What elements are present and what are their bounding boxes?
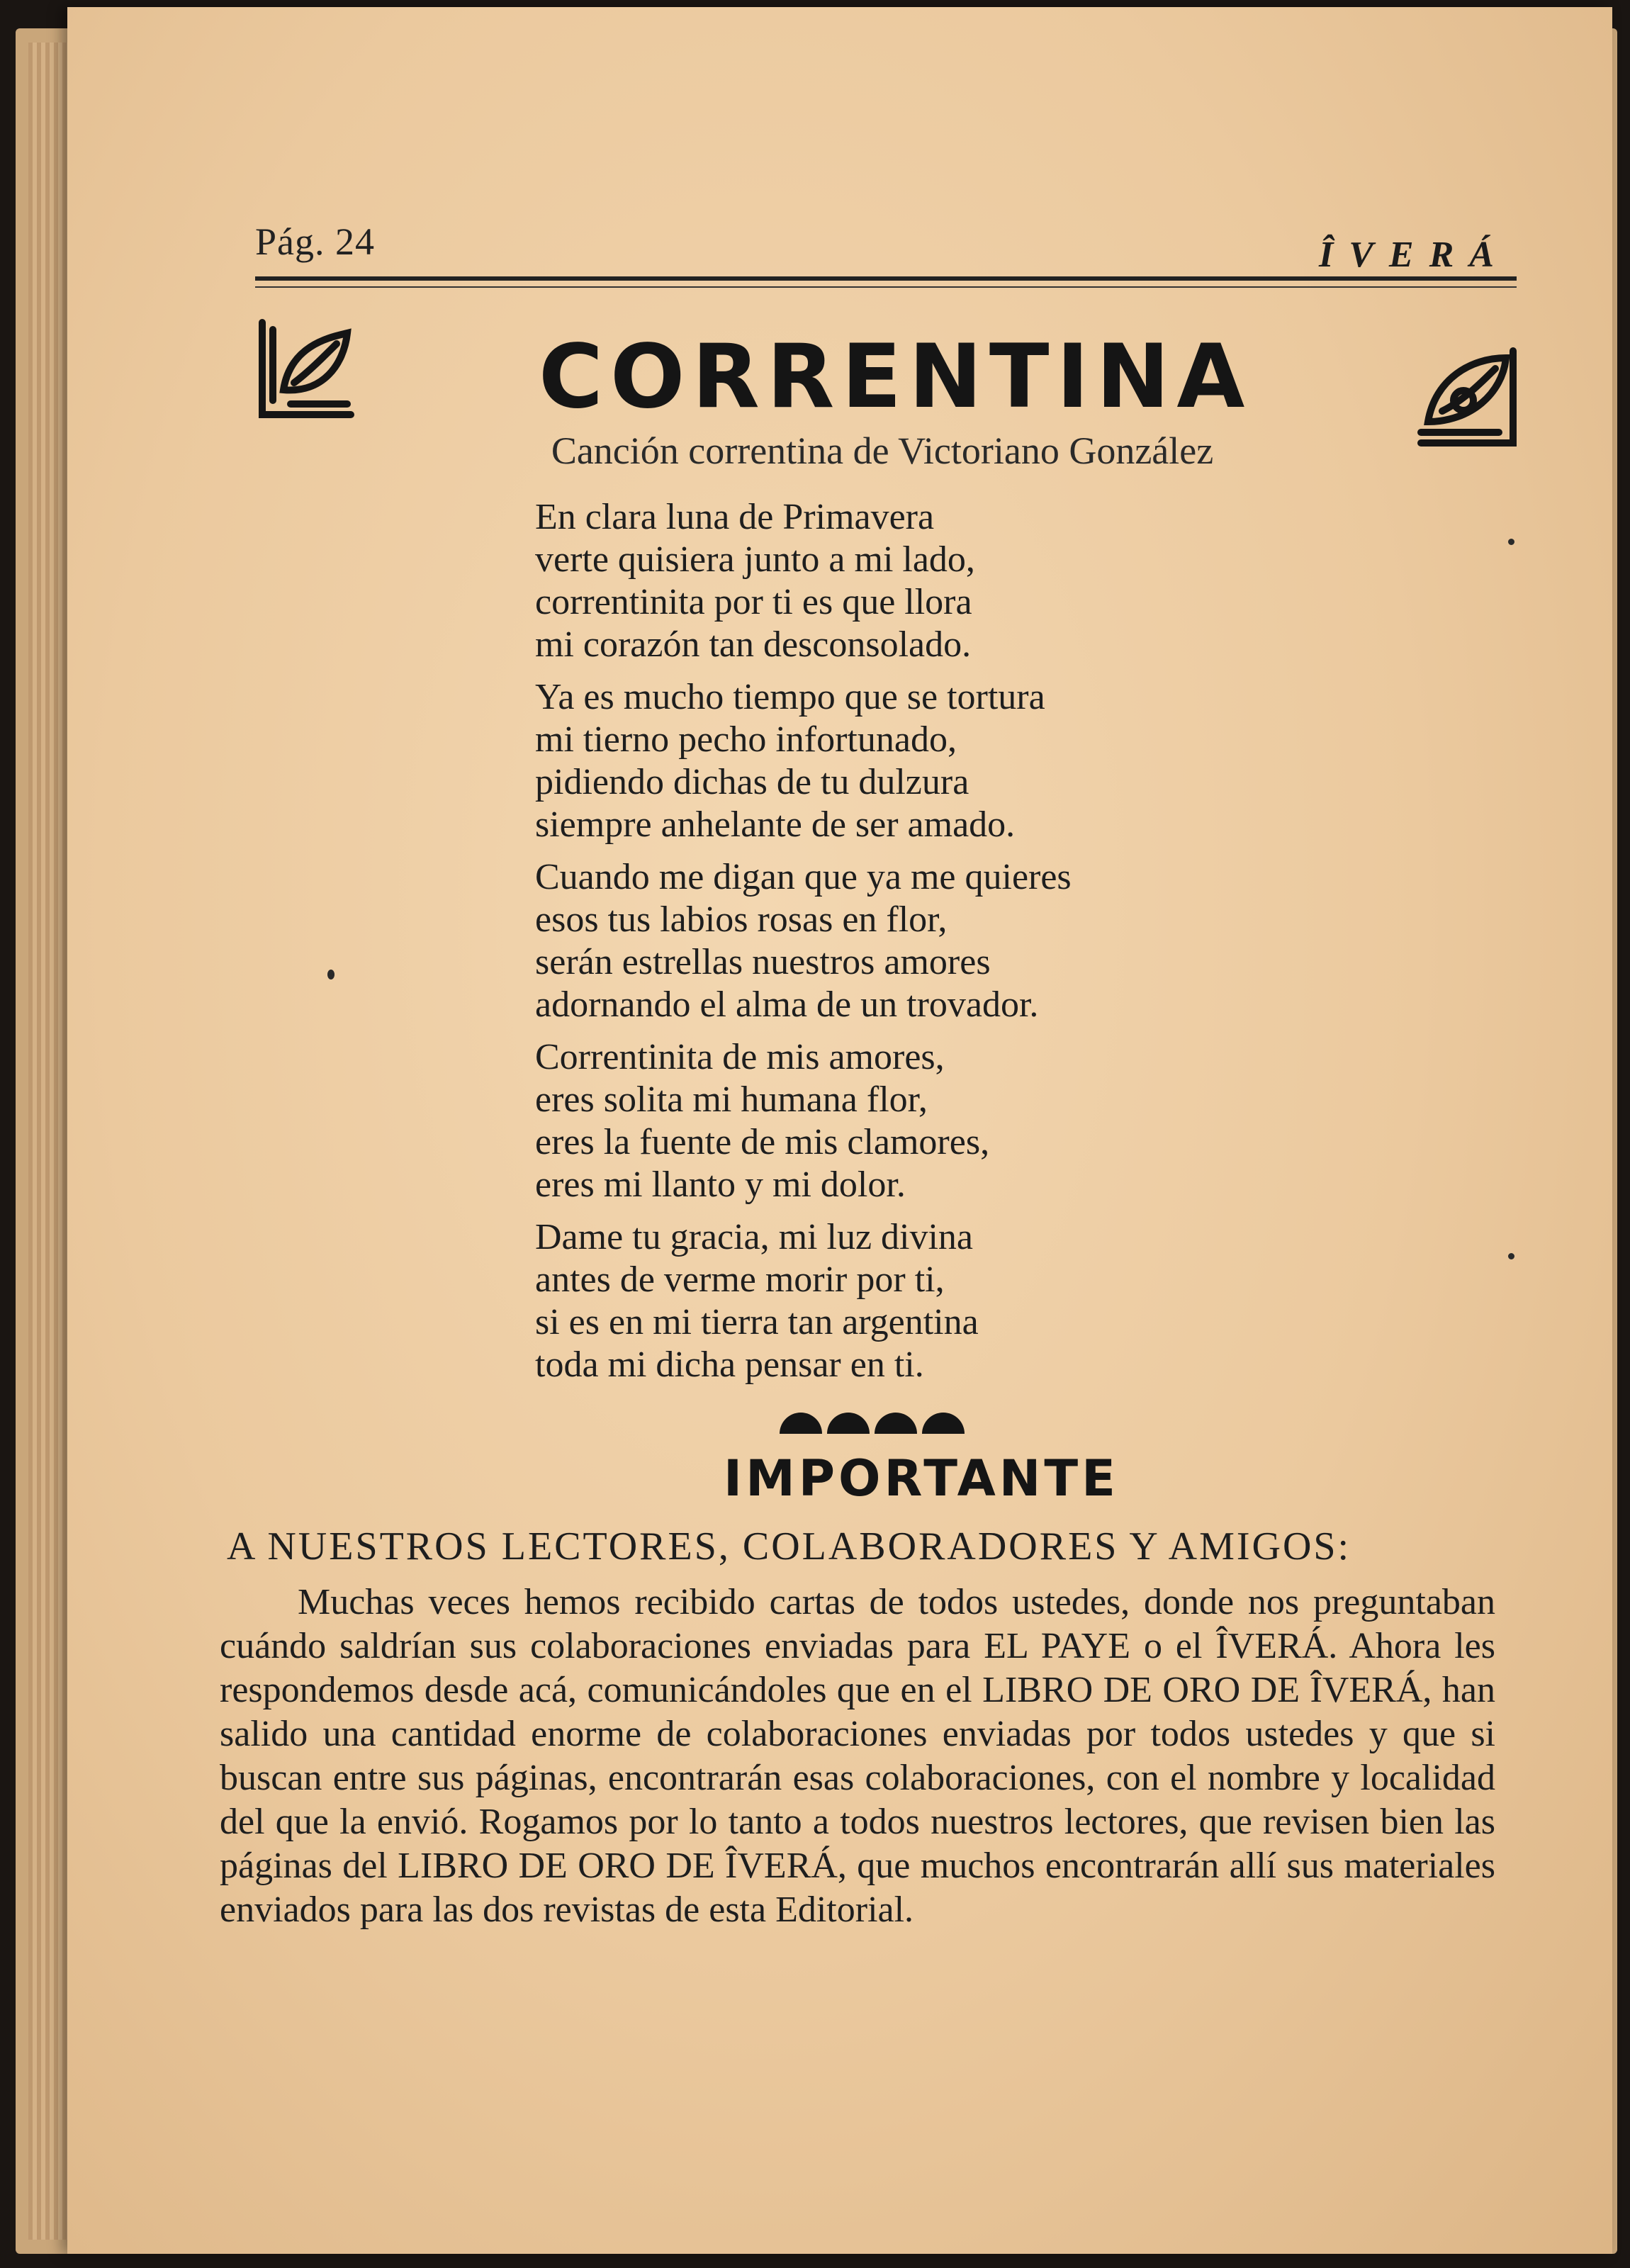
stanza [535, 1216, 1286, 1386]
poem-line: eres la fuente de mis clamores, [535, 1122, 990, 1162]
poem-line: mi tierno pecho infortunado, [535, 719, 957, 760]
page-number: Pág. 24 [255, 220, 375, 263]
header-rule-thin [255, 286, 1517, 288]
poem-line: si es en mi tierra tan argentina [535, 1302, 979, 1342]
poem-line: toda mi dicha pensar en ti. [535, 1344, 924, 1385]
poem-line: mi corazón tan desconsolado. [535, 624, 972, 665]
leaf-ornament-right-icon [1414, 344, 1520, 450]
stanza [535, 676, 1286, 846]
poem-line: Correntinita de mis amores, [535, 1037, 945, 1077]
poem-line: eres mi llanto y mi dolor. [535, 1164, 906, 1205]
ink-speck [1508, 539, 1514, 545]
page-header [255, 213, 1517, 305]
notice-heading: IMPORTANTE [724, 1449, 1119, 1508]
poem-line: eres solita mi humana flor, [535, 1079, 928, 1120]
poem-line: verte quisiera junto a mi lado, [535, 539, 975, 580]
stanza [535, 856, 1286, 1026]
poem-line: Cuando me digan que ya me quieres [535, 857, 1072, 897]
poem-title: CORRENTINA [539, 326, 1252, 428]
notice-body: Muchas veces hemos recibido cartas de todos ustedes, donde nos preguntaban cuándo saldrían sus colaboraciones enviadas para EL PAYE o el ÎVERÁ. Ahora les respondemos desde acá, comunicándoles que en el LIBRO DE ORO DE ÎVERÁ, han salido una cantidad enorme de colaboraciones enviadas por todos ustedes y que si buscan entre sus páginas, encontrarán esas colaboraciones, con el nombre y localidad del que la envió. Rogamos por lo tanto a todos nuestros lectores, que revisen bien las páginas del LIBRO DE ORO DE ÎVERÁ, que muchos encontrarán allí sus materiales enviados para las dos revistas de esta Editorial. [220, 1582, 1495, 1930]
journal-name: ÎVERÁ [1319, 235, 1510, 275]
poem-line: esos tus labios rosas en flor, [535, 899, 948, 940]
poem-line: serán estrellas nuestros amores [535, 942, 991, 982]
page-edges [28, 43, 71, 2240]
divider-ornament-icon [776, 1407, 967, 1435]
poem-line: En clara luna de Primavera [535, 497, 935, 537]
poem-line: adornando el alma de un trovador. [535, 984, 1039, 1025]
header-rule [255, 276, 1517, 281]
stanza [535, 496, 1286, 666]
poem-line: correntinita por ti es que llora [535, 582, 972, 622]
ink-speck [1508, 1253, 1514, 1259]
stanza [535, 1036, 1286, 1206]
poem-body [535, 496, 1286, 1396]
notice-address: A NUESTROS LECTORES, COLABORADORES Y AMIGOS: [227, 1525, 1351, 1568]
poem-line: antes de verme morir por ti, [535, 1259, 945, 1300]
poem-line: pidiendo dichas de tu dulzura [535, 762, 969, 802]
leaf-ornament-icon [252, 315, 358, 422]
ink-speck [327, 970, 335, 979]
poem-line: Ya es mucho tiempo que se tortura [535, 677, 1045, 717]
poem-subtitle: Canción correntina de Victoriano González [551, 430, 1214, 472]
poem-line: Dame tu gracia, mi luz divina [535, 1217, 974, 1257]
poem-line: siempre anhelante de ser amado. [535, 804, 1016, 845]
